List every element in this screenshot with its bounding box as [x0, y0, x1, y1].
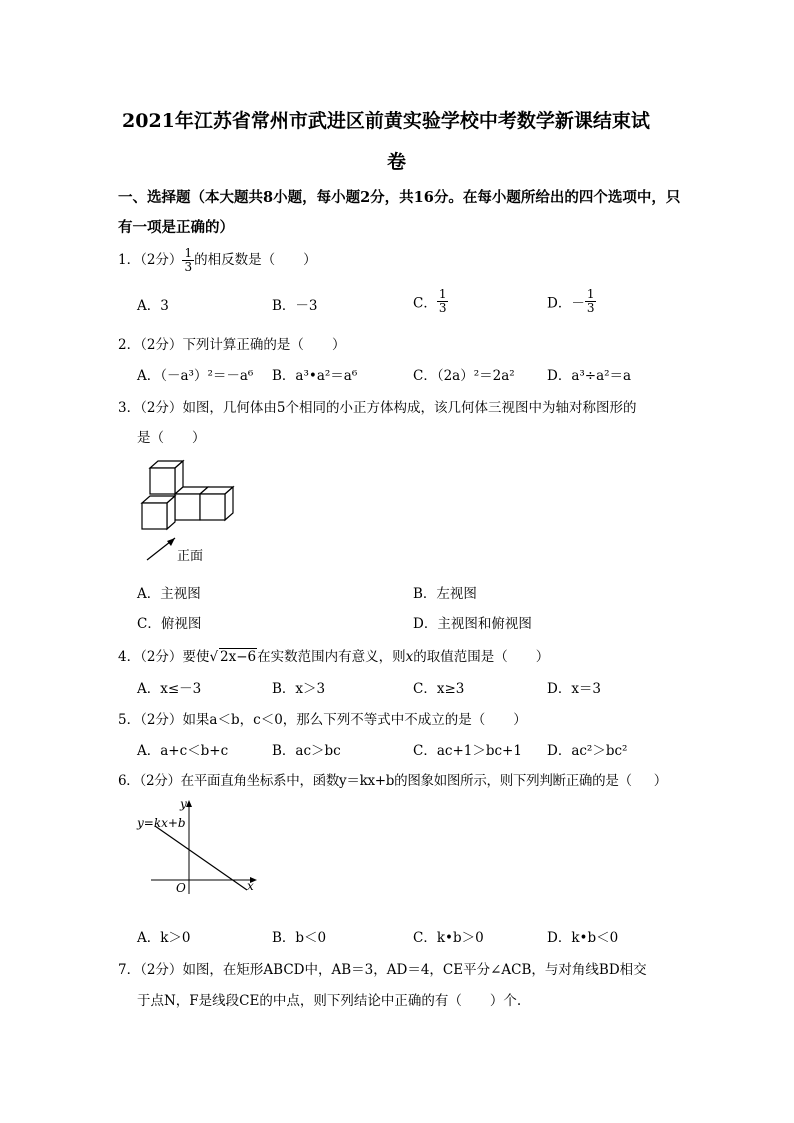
q3-option-d: D．主视图和俯视图 [413, 616, 532, 632]
question-number: 5． [118, 712, 141, 728]
question-number: 3． [118, 400, 141, 416]
denominator: 3 [438, 301, 447, 315]
question-close: ） [331, 337, 346, 353]
fraction [182, 247, 194, 274]
question-number: 4． [118, 649, 141, 665]
denominator: 3 [586, 301, 595, 315]
question-text: 于点N，F是线段CE的中点，则下列结论中正确的有（ [137, 993, 462, 1009]
variable: x [405, 649, 414, 665]
question-text: 的相反数是（ [194, 252, 276, 268]
q4-option-a: A．x≤－3 [137, 681, 202, 697]
q3-option-b: B．左视图 [413, 586, 477, 602]
question-number: 7． [118, 962, 141, 978]
graph-equation-label: y=kx+b [137, 816, 186, 830]
q1-option-c [413, 288, 448, 315]
sqrt-sign: √ [209, 649, 219, 665]
question-1 [118, 247, 317, 274]
q4-option-b: B．x＞3 [272, 681, 326, 697]
option-label: D． [547, 295, 572, 312]
graph-origin-label: O [176, 881, 186, 895]
question-7 [118, 958, 647, 978]
question-score: （2分） [140, 712, 183, 728]
fraction [585, 288, 597, 315]
q2-option-a: A．（－a³）²＝－a⁶ [137, 368, 254, 384]
numerator: 1 [586, 287, 595, 301]
question-text: 下列计算正确的是（ [182, 337, 304, 353]
q6-option-c: C．k•b＞0 [413, 930, 484, 946]
q1-option-b: B．－3 [272, 298, 318, 314]
q4-option-c: C．x≥3 [413, 681, 465, 697]
question-4 [118, 645, 549, 665]
radicand: 2x−6 [220, 649, 257, 665]
question-score: （2分） [140, 337, 183, 353]
question-2 [118, 333, 345, 353]
cube-front-face [175, 494, 200, 520]
q5-option-b: B．ac＞bc [272, 743, 341, 759]
numerator: 1 [184, 246, 193, 260]
question-number: 6． [118, 773, 140, 789]
section-heading-line1: 一、选择题（本大题共8小题，每小题2分，共16分。在每小题所给出的四个选项中，只 [118, 189, 681, 206]
linear-function-graph [135, 798, 265, 898]
q5-option-c: C．ac+1＞bc+1 [413, 743, 522, 759]
question-text: 是（ [137, 430, 164, 446]
question-text: 如果a＜b，c＜0，那么下列不等式中不成立的是（ [182, 712, 486, 728]
q2-option-b: B．a³•a²＝a⁶ [272, 368, 358, 384]
q5-option-d: D．ac²＞bc² [547, 743, 628, 759]
question-text: 要使 [182, 649, 210, 665]
question-text: 如图，几何体由5个相同的小正方体构成，该几何体三视图中为轴对称图形的 [182, 400, 637, 416]
question-6 [118, 769, 667, 789]
question-3 [118, 396, 637, 416]
cube-front-face [200, 494, 225, 520]
q1-option-d [547, 288, 596, 315]
question-close: ）个. [489, 993, 522, 1009]
question-close: ） [192, 430, 206, 446]
question-3-line2 [137, 426, 206, 446]
fraction [437, 288, 449, 315]
q5-option-a: A．a+c＜b+c [137, 743, 229, 759]
q6-option-d: D．k•b＜0 [547, 930, 619, 946]
question-number: 1． [118, 252, 141, 268]
graph-y-label: y [180, 797, 187, 811]
question-number: 2． [118, 337, 141, 353]
option-label: C． [413, 295, 437, 312]
cube-front-face [142, 503, 167, 529]
question-7-line2 [137, 989, 521, 1009]
q3-option-a: A．主视图 [137, 586, 201, 602]
question-close: ） [653, 773, 667, 789]
question-text: 在实数范围内有意义，则 [257, 649, 406, 665]
minus-sign: － [571, 295, 585, 312]
denominator: 3 [184, 260, 193, 274]
q6-option-b: B．b＜0 [272, 930, 327, 946]
q6-option-a: A．k＞0 [137, 930, 191, 946]
q1-option-a: A．3 [137, 298, 169, 314]
q4-option-d: D．x＝3 [547, 681, 602, 697]
front-view-label: 正面 [177, 549, 204, 564]
question-5 [118, 708, 527, 728]
q2-option-c: C．（2a）²＝2a² [413, 368, 515, 384]
section-heading-line2: 有一项是正确的） [118, 219, 234, 236]
arrow-head [167, 538, 175, 546]
numerator: 1 [438, 287, 447, 301]
question-score: （2分） [140, 962, 183, 978]
cube-front-face [150, 468, 175, 494]
question-text: 在平面直角坐标系中，函数y＝kx+b的图象如图所示，则下列判断正确的是（ [180, 773, 632, 789]
question-score: （2分） [140, 649, 183, 665]
page-title-line1: 2021年江苏省常州市武进区前黄实验学校中考数学新课结束试 [122, 110, 650, 132]
question-text: 如图，在矩形ABCD中，AB＝3，AD＝4，CE平分∠ACB，与对角线BD相交 [182, 962, 647, 978]
question-close: ） [513, 712, 527, 728]
question-close: ） [303, 252, 317, 268]
q3-option-c: C．俯视图 [137, 616, 202, 632]
question-score: （2分） [140, 400, 183, 416]
question-score: （2分） [140, 252, 183, 268]
graph-x-label: x [247, 879, 254, 893]
page-title-line2: 卷 [387, 151, 407, 173]
q2-option-d: D．a³÷a²＝a [547, 368, 632, 384]
question-score: （2分） [139, 773, 181, 789]
question-text: 的取值范围是（ [413, 649, 508, 665]
question-close: ） [535, 649, 550, 665]
